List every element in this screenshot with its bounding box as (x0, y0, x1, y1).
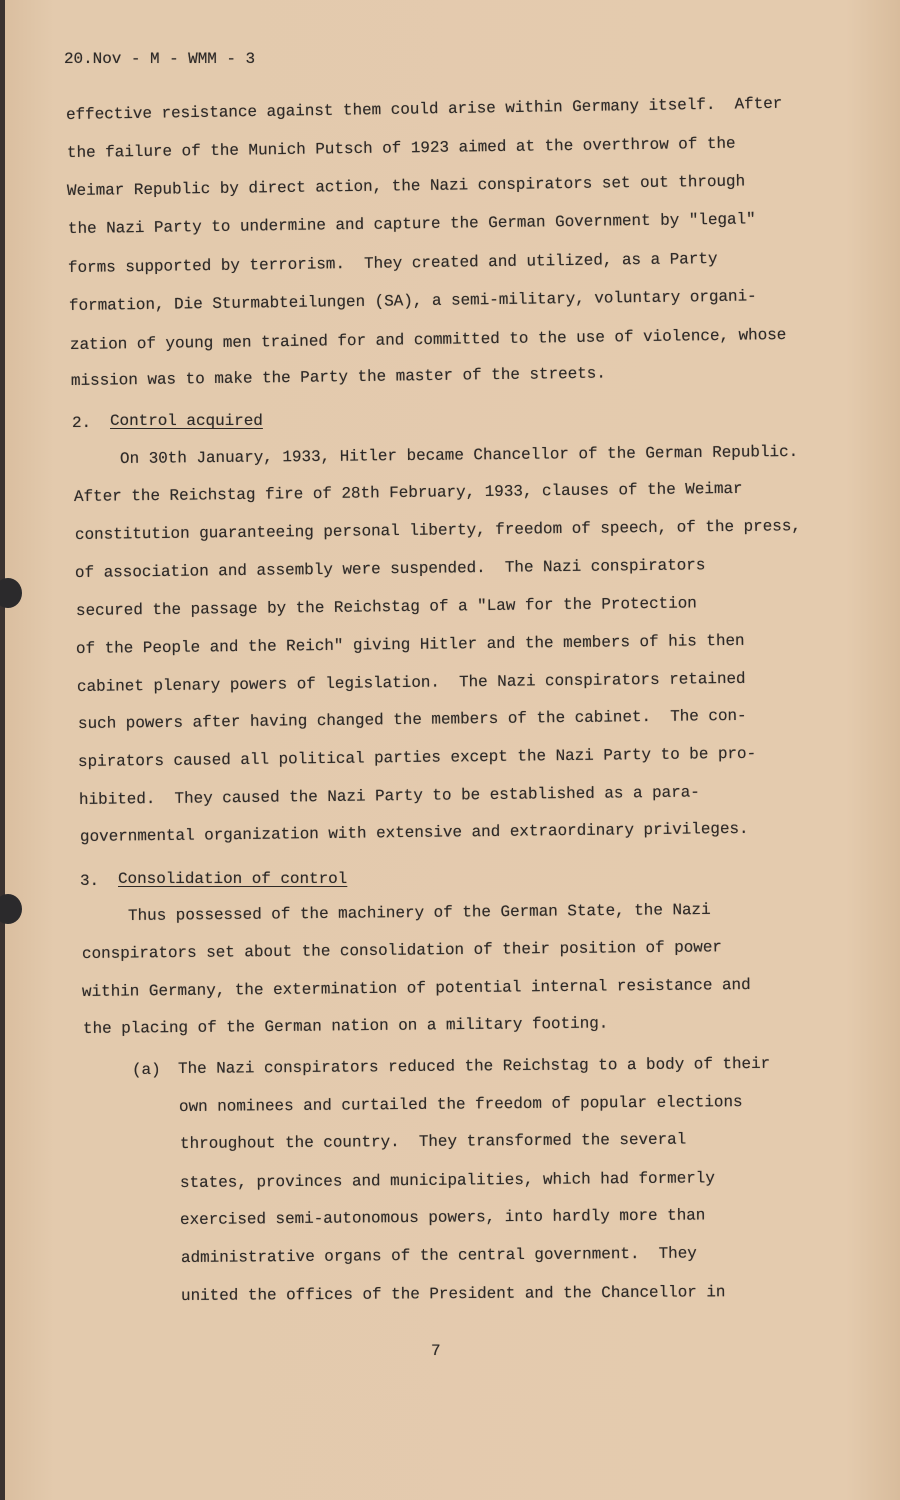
document-header: 20.Nov - M - WMM - 3 (64, 50, 256, 68)
text-line: of the People and the Reich" giving Hitler and the members of his then (75, 631, 745, 658)
punch-hole (0, 894, 22, 924)
text-line: exercised semi-autonomous powers, into hardly more than (179, 1206, 706, 1229)
text-line: governmental organization with extensive and extraordinary privileges. (79, 819, 749, 846)
text-line: forms supported by terrorism. They created and utilized, as a Party (67, 249, 718, 277)
text-line: throughout the country. They transformed the several (179, 1130, 687, 1153)
text-line: cabinet plenary powers of legislation. The Nazi conspirators retained (76, 669, 746, 696)
text-line: states, provinces and municipalities, which had formerly (179, 1169, 715, 1192)
text-line: mission was to make the Party the master of the streets. (70, 364, 606, 390)
text-line: constitution guaranteeing personal liberty, freedom of speech, of the press, (74, 517, 801, 544)
text-line: such powers after having changed the members of the cabinet. The con- (77, 706, 747, 733)
text-line: The Nazi conspirators reduced the Reichstag to a body of their (177, 1054, 771, 1078)
list-item-label: (a) (132, 1061, 161, 1079)
text-line: On 30th January, 1933, Hitler became Chancellor of the German Republic. (119, 442, 799, 468)
text-line: Weimar Republic by direct action, the Nazi conspirators set out through (66, 172, 746, 200)
text-line: formation, Die Sturmabteilungen (SA), a semi-military, voluntary organi- (68, 287, 757, 315)
text-line: administrative organs of the central government. They (180, 1244, 697, 1267)
page-number: 7 (431, 1342, 441, 1360)
page-edge (0, 0, 5, 1500)
text-line: secured the passage by the Reichstag of a "Law for the Protection (75, 594, 697, 620)
text-line: within Germany, the extermination of potential internal resistance and (81, 975, 751, 1001)
section-number: 2. (72, 414, 92, 432)
text-line: the placing of the German nation on a military footing. (82, 1014, 609, 1038)
text-line: united the offices of the President and the Chancellor in (180, 1283, 726, 1305)
text-line: the failure of the Munich Putsch of 1923 aimed at the overthrow of the (66, 134, 736, 162)
text-line: Thus possessed of the machinery of the German State, the Nazi (127, 900, 711, 925)
text-line: effective resistance against them could arise within Germany itself. After (65, 94, 783, 124)
text-line: zation of young men trained for and committed to the use of violence, whose (69, 325, 787, 354)
punch-hole (0, 578, 22, 608)
text-line: conspirators set about the consolidation of their position of power (81, 938, 723, 963)
text-line: hibited. They caused the Nazi Party to be established as a para- (78, 783, 700, 809)
section-title: Control acquired (110, 412, 263, 430)
text-line: own nominees and curtailed the freedom of popular elections (178, 1093, 743, 1116)
text-line: of association and assembly were suspended. The Nazi conspirators (74, 556, 706, 582)
text-line: the Nazi Party to undermine and capture the German Government by "legal" (67, 210, 756, 238)
section-title: Consolidation of control (118, 870, 348, 888)
section-number: 3. (80, 872, 100, 890)
text-line: spirators caused all political parties except the Nazi Party to be pro- (77, 744, 757, 771)
text-line: After the Reichstag fire of 28th February, 1933, clauses of the Weimar (73, 479, 743, 506)
